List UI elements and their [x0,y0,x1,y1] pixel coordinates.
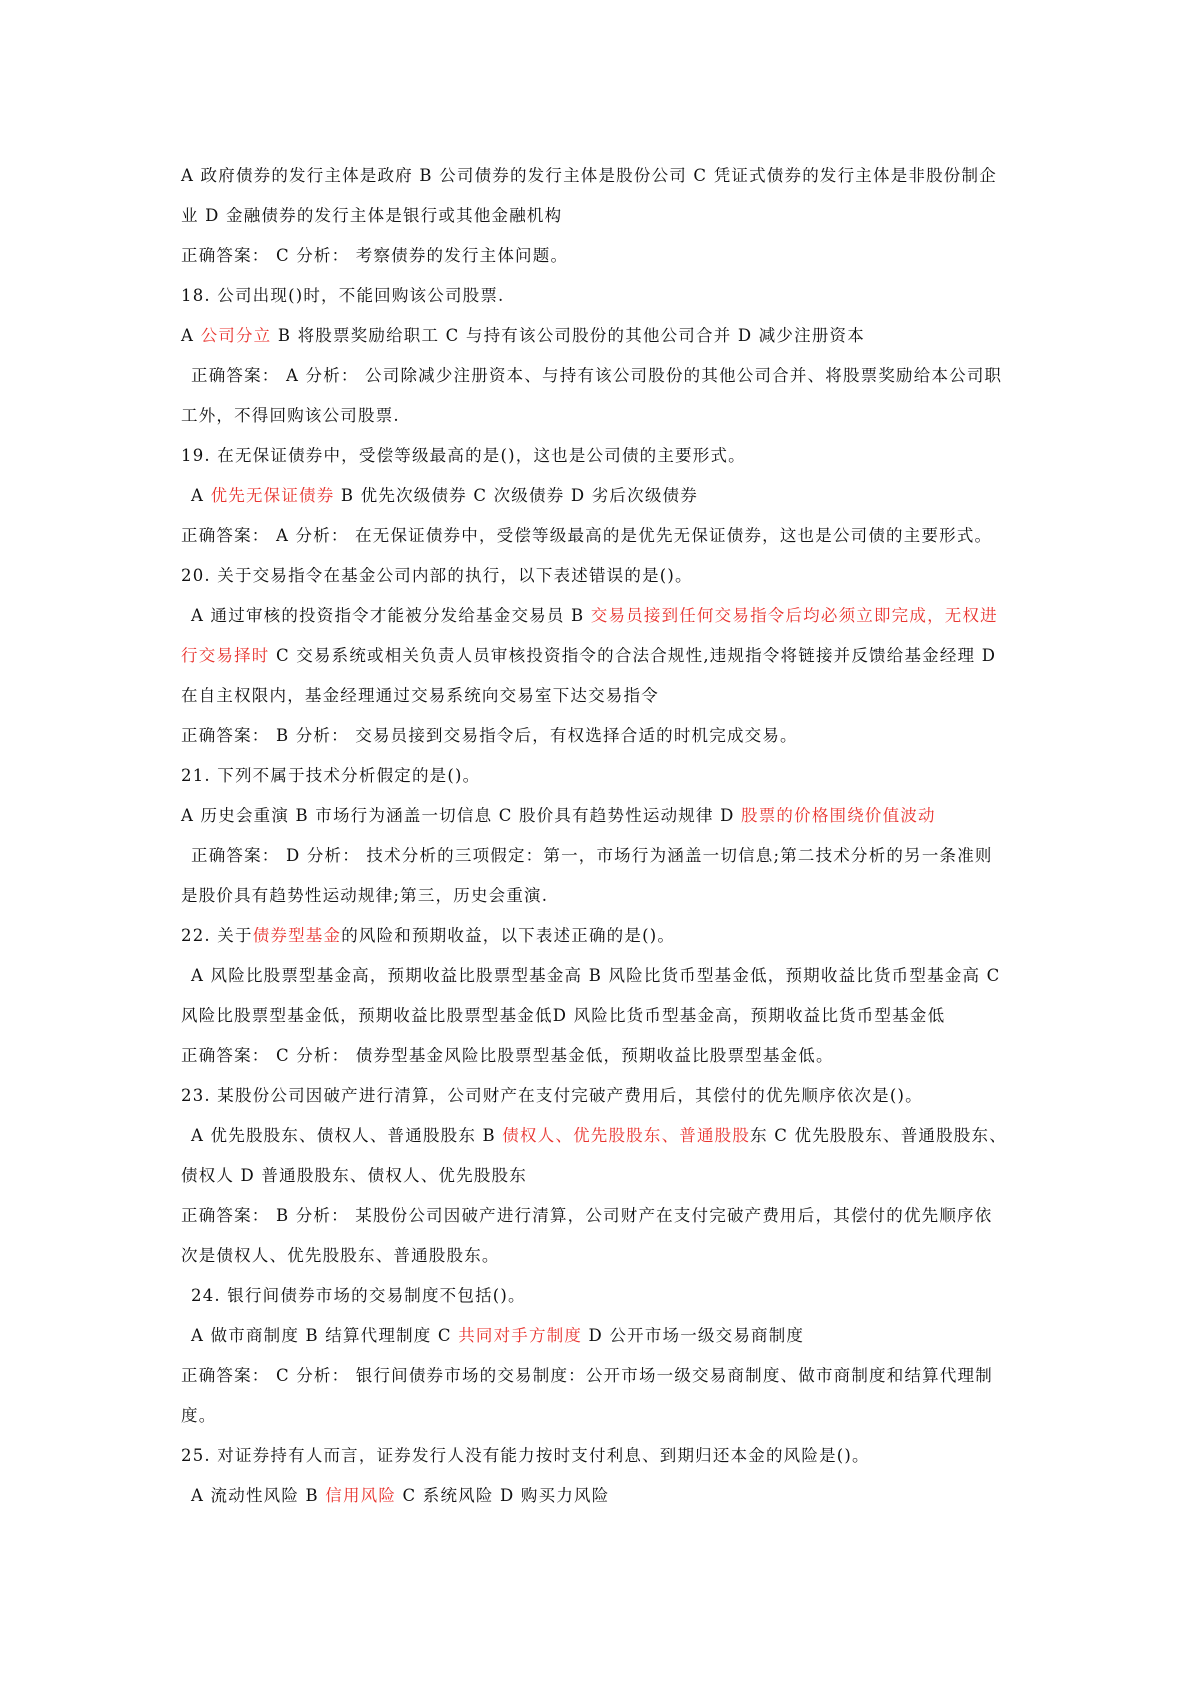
text-segment: 22. 关于 [181,926,253,945]
text-segment: 度。 [181,1406,217,1425]
text-segment: 东 C 优先股股东、普通股股东、 [750,1126,1007,1145]
text-segment: 债权人 D 普通股股东、债权人、优先股股东 [181,1166,527,1185]
text-line [181,1196,1021,1236]
text-segment: A [181,326,201,345]
document-body [181,156,1021,1516]
text-segment: 正确答案： A 分析： 在无保证债券中，受偿等级最高的是优先无保证债券，这也是公司债的主要形式。 [181,526,993,545]
text-line [181,596,1021,636]
text-line [181,1316,1021,1356]
text-segment: A [191,486,211,505]
text-line [181,676,1021,716]
text-line [181,1236,1021,1276]
text-line [181,236,1021,276]
text-line [181,1076,1021,1116]
text-segment: A 流动性风险 B [191,1486,326,1505]
text-segment: 工外，不得回购该公司股票. [181,406,400,425]
text-segment: 24. 银行间债券市场的交易制度不包括()。 [191,1286,526,1305]
text-segment: 是股价具有趋势性运动规律;第三，历史会重演. [181,886,549,905]
text-segment: 21. 下列不属于技术分析假定的是()。 [181,766,481,785]
text-segment: A 做市商制度 B 结算代理制度 C [191,1326,459,1345]
text-segment: B 将股票奖励给职工 C 与持有该公司股份的其他公司合并 D 减少注册资本 [271,326,865,345]
text-segment: A 优先股股东、债权人、普通股股东 B [191,1126,503,1145]
text-line [181,556,1021,596]
text-line [181,1436,1021,1476]
text-line [181,436,1021,476]
text-segment: 的风险和预期收益，以下表述正确的是()。 [341,926,676,945]
text-segment: A 政府债券的发行主体是政府 B 公司债券的发行主体是股份公司 C 凭证式债券的发行主体是非股份制企 [181,166,997,185]
text-line [181,916,1021,956]
text-line [181,1036,1021,1076]
text-segment: 20. 关于交易指令在基金公司内部的执行，以下表述错误的是()。 [181,566,693,585]
text-line [181,1156,1021,1196]
text-segment: 正确答案： C 分析： 考察债券的发行主体问题。 [181,246,569,265]
text-segment: 正确答案： A 分析： 公司除减少注册资本、与持有该公司股份的其他公司合并、将股票奖励给本公司职 [191,366,1003,385]
text-line [181,836,1021,876]
highlighted-answer-text: 交易员接到任何交易指令后均必须立即完成，无权进 [590,606,998,625]
text-segment: 19. 在无保证债券中，受偿等级最高的是()，这也是公司债的主要形式。 [181,446,746,465]
text-line [181,1116,1021,1156]
text-segment: C 交易系统或相关负责人员审核投资指令的合法合规性,违规指令将链接并反馈给基金经理 D [269,646,997,665]
text-segment: 正确答案： C 分析： 债券型基金风险比股票型基金低，预期收益比股票型基金低。 [181,1046,834,1065]
text-segment: A 通过审核的投资指令才能被分发给基金交易员 B [191,606,591,625]
text-segment: 在自主权限内，基金经理通过交易系统向交易室下达交易指令 [181,686,659,705]
text-line [181,956,1021,996]
highlighted-answer-text: 债券型基金 [252,926,342,945]
text-line [181,476,1021,516]
text-segment: A 风险比股票型基金高，预期收益比股票型基金高 B 风险比货币型基金低，预期收益比货币型基金高 C [191,966,1001,985]
text-segment: 正确答案： B 分析： 某股份公司因破产进行清算，公司财产在支付完破产费用后，其偿付的优先顺序依 [181,1206,993,1225]
highlighted-answer-text: 优先无保证债券 [210,486,335,505]
text-line [181,276,1021,316]
text-segment: 正确答案： B 分析： 交易员接到交易指令后，有权选择合适的时机完成交易。 [181,726,798,745]
text-line [181,996,1021,1036]
text-segment: 正确答案： D 分析： 技术分析的三项假定：第一，市场行为涵盖一切信息;第二技术分析的另一条准则 [191,846,993,865]
text-line [181,316,1021,356]
highlighted-answer-text: 股票的价格围绕价值波动 [741,806,936,825]
text-segment: D 公开市场一级交易商制度 [582,1326,805,1345]
text-line [181,1356,1021,1396]
text-segment: 风险比股票型基金低，预期收益比股票型基金低D 风险比货币型基金高，预期收益比货币型基金低 [181,1006,946,1025]
text-segment: C 系统风险 D 购买力风险 [396,1486,610,1505]
text-line [181,1276,1021,1316]
text-line [181,356,1021,396]
text-line [181,196,1021,236]
highlighted-answer-text: 行交易择时 [181,646,270,665]
text-line [181,516,1021,556]
text-line [181,876,1021,916]
highlighted-answer-text: 共同对手方制度 [458,1326,583,1345]
text-line [181,1396,1021,1436]
highlighted-answer-text: 信用风险 [325,1486,397,1505]
highlighted-answer-text: 债权人、优先股股东、普通股股 [502,1126,751,1145]
text-segment: 25. 对证券持有人而言，证券发行人没有能力按时支付利息、到期归还本金的风险是()。 [181,1446,870,1465]
text-line [181,716,1021,756]
text-segment: 18. 公司出现()时，不能回购该公司股票. [181,286,505,305]
text-line [181,1476,1021,1516]
text-segment: B 优先次级债券 C 次级债券 D 劣后次级债券 [334,486,698,505]
text-segment: A 历史会重演 B 市场行为涵盖一切信息 C 股价具有趋势性运动规律 D [181,806,742,825]
text-line [181,636,1021,676]
highlighted-answer-text: 公司分立 [200,326,272,345]
text-segment: 次是债权人、优先股股东、普通股股东。 [181,1246,500,1265]
text-line [181,756,1021,796]
text-line [181,396,1021,436]
text-segment: 业 D 金融债券的发行主体是银行或其他金融机构 [181,206,563,225]
text-line [181,156,1021,196]
text-segment: 23. 某股份公司因破产进行清算，公司财产在支付完破产费用后，其偿付的优先顺序依次是()。 [181,1086,923,1105]
text-segment: 正确答案： C 分析： 银行间债券市场的交易制度：公开市场一级交易商制度、做市商制度和结算代理制 [181,1366,993,1385]
text-line [181,796,1021,836]
